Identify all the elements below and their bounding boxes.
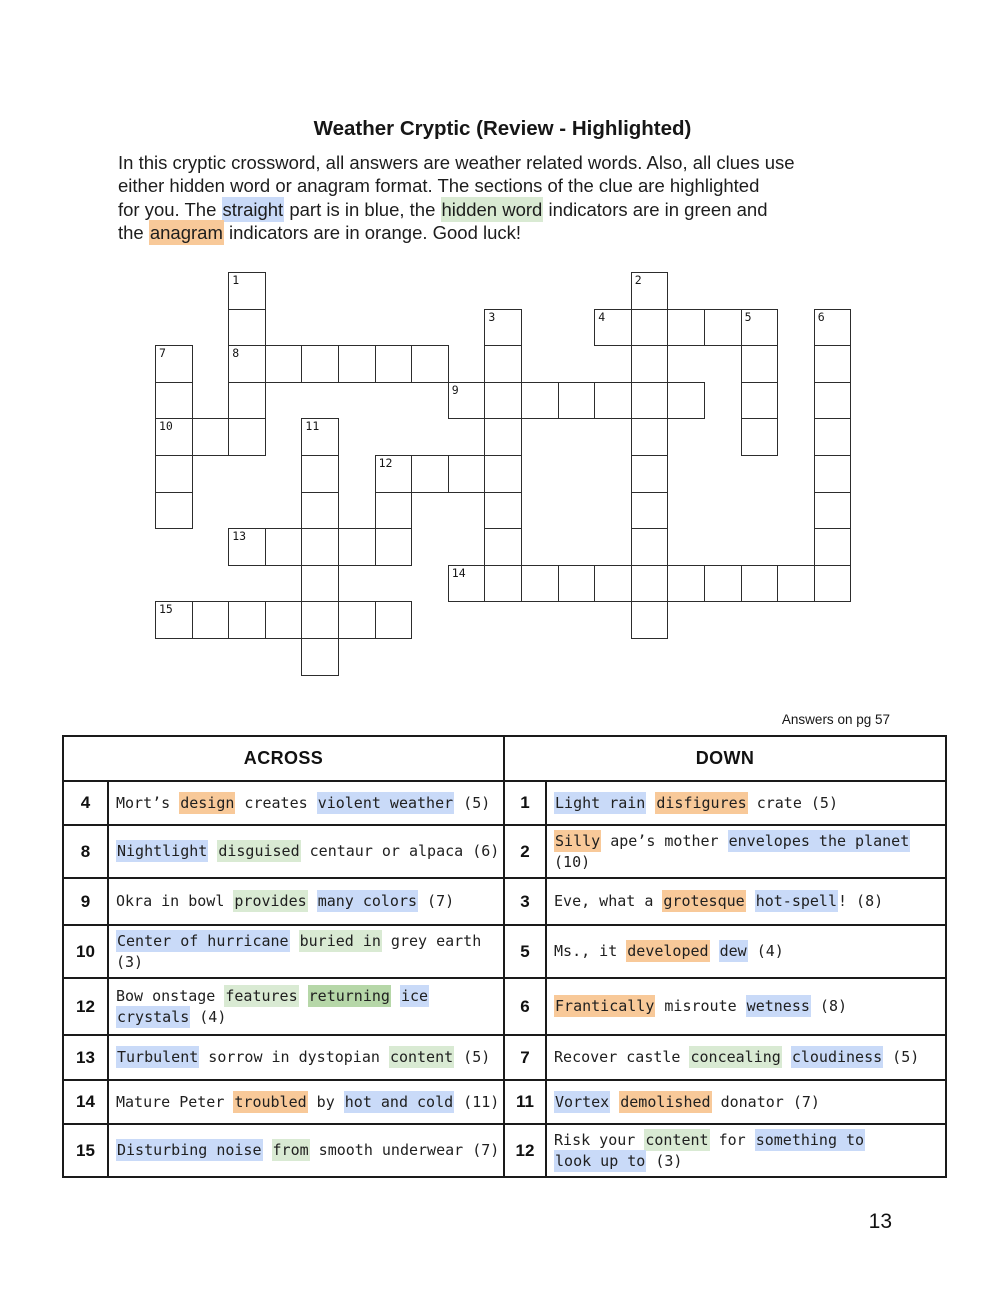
grid-cell bbox=[741, 418, 779, 456]
clue-line bbox=[116, 841, 500, 862]
highlight-blue: something to bbox=[755, 1130, 865, 1149]
grid-cell bbox=[228, 528, 266, 566]
text-segment bbox=[610, 1093, 619, 1111]
text-segment: (8) bbox=[810, 997, 848, 1015]
text-segment: (3) bbox=[646, 1151, 683, 1170]
highlight-green: hidden word bbox=[441, 198, 543, 220]
clue-number-cell: 6 bbox=[504, 978, 546, 1035]
highlight-orange: anagram bbox=[149, 221, 223, 243]
grid-cell bbox=[631, 382, 669, 420]
grid-cell bbox=[301, 418, 339, 456]
grid-cell bbox=[484, 492, 522, 530]
grid-cell bbox=[228, 309, 266, 347]
grid-cell bbox=[301, 601, 339, 639]
grid-cell bbox=[301, 455, 339, 493]
grid-cell bbox=[667, 382, 705, 420]
text-segment bbox=[710, 942, 719, 960]
text-segment: part is in blue, the bbox=[284, 198, 441, 220]
grid-cell bbox=[375, 528, 413, 566]
clue-number-cell: 12 bbox=[504, 1124, 546, 1177]
text-segment bbox=[263, 1141, 272, 1159]
clue-line bbox=[554, 1092, 938, 1113]
grid-cell bbox=[631, 565, 669, 603]
text-segment bbox=[782, 1048, 791, 1066]
grid-cell bbox=[558, 565, 596, 603]
grid-cell bbox=[301, 492, 339, 530]
grid-cell bbox=[338, 601, 376, 639]
grid-cell bbox=[411, 455, 449, 493]
grid-cell bbox=[521, 382, 559, 420]
clue-rows bbox=[63, 781, 946, 1177]
text-segment: Bow onstage bbox=[116, 986, 225, 1005]
clue-text-cell bbox=[108, 978, 504, 1035]
grid-cell bbox=[631, 345, 669, 383]
grid-cell bbox=[631, 309, 669, 347]
highlight-green: concealing bbox=[690, 1048, 781, 1066]
clue-number-cell: 11 bbox=[504, 1080, 546, 1124]
grid-cell bbox=[411, 345, 449, 383]
grid-cell bbox=[741, 565, 779, 603]
text-segment: donator (7) bbox=[711, 1092, 820, 1111]
grid-cell bbox=[155, 345, 193, 383]
grid-cell bbox=[448, 565, 486, 603]
intro-paragraph bbox=[118, 151, 795, 244]
highlight-green: provides bbox=[234, 892, 307, 910]
highlight-blue: straight bbox=[222, 198, 284, 220]
clue-number-cell: 5 bbox=[504, 925, 546, 978]
grid-cell bbox=[301, 345, 339, 383]
highlight-blue: crystals bbox=[117, 1007, 190, 1026]
text-segment bbox=[391, 987, 400, 1005]
grid-cell bbox=[631, 418, 669, 456]
clue-number-cell: 2 bbox=[504, 825, 546, 878]
text-segment bbox=[290, 932, 299, 950]
grid-cell bbox=[814, 309, 852, 347]
grid-cell-number: 3 bbox=[488, 309, 496, 324]
across-header: ACROSS bbox=[63, 736, 504, 781]
grid-cell bbox=[155, 492, 193, 530]
grid-cell bbox=[741, 345, 779, 383]
highlight-green: buried in bbox=[299, 931, 381, 950]
grid-cell bbox=[448, 455, 486, 493]
highlight-orange: demolished bbox=[620, 1092, 711, 1111]
clue-text-cell bbox=[546, 1124, 946, 1177]
grid-cell bbox=[484, 528, 522, 566]
clue-number-cell: 3 bbox=[504, 878, 546, 925]
text-segment: Eve, what a bbox=[554, 892, 663, 910]
grid-cell bbox=[484, 418, 522, 456]
clue-line bbox=[116, 793, 496, 814]
clue-number-cell: 15 bbox=[63, 1124, 108, 1177]
grid-cell-number: 7 bbox=[159, 346, 166, 361]
grid-cell bbox=[631, 492, 669, 530]
text-segment: crate (5) bbox=[747, 793, 838, 812]
grid-cell bbox=[155, 382, 193, 420]
clue-text-cell bbox=[108, 1124, 504, 1177]
grid-cell-number: 2 bbox=[634, 273, 642, 287]
text-segment: In this cryptic crossword, all answers are weather related words. Also, all clues use bbox=[118, 152, 795, 173]
highlight-orange: Frantically bbox=[555, 997, 655, 1015]
grid-cell bbox=[814, 345, 852, 383]
grid-cell bbox=[301, 638, 339, 676]
clue-number-cell: 7 bbox=[504, 1035, 546, 1080]
clue-text-cell bbox=[546, 1080, 946, 1124]
clue-number-cell: 8 bbox=[63, 825, 108, 878]
intro-line bbox=[118, 221, 795, 244]
grid-cell bbox=[814, 382, 852, 420]
text-segment: for bbox=[709, 1130, 755, 1149]
grid-cell bbox=[667, 309, 705, 347]
highlight-blue: look up to bbox=[555, 1151, 646, 1170]
answers-note: Answers on pg 57 bbox=[781, 712, 890, 727]
text-segment bbox=[646, 794, 655, 812]
grid-cell-number: 8 bbox=[232, 346, 240, 361]
highlight-green: from bbox=[272, 1141, 309, 1159]
grid-cell bbox=[375, 345, 413, 383]
text-segment bbox=[299, 987, 308, 1005]
text-segment: (3) bbox=[116, 952, 144, 971]
highlight-green: content bbox=[389, 1048, 454, 1066]
clue-number-cell: 9 bbox=[63, 878, 108, 925]
grid-cell bbox=[594, 309, 632, 347]
grid-cell-number: 15 bbox=[159, 602, 173, 617]
text-segment: smooth underwear (7) bbox=[309, 1141, 500, 1159]
clue-number-cell: 10 bbox=[63, 925, 108, 978]
highlight-orange: troubled bbox=[234, 1092, 307, 1111]
highlight-blue: envelopes the planet bbox=[728, 831, 910, 850]
grid-cell bbox=[228, 601, 266, 639]
grid-cell-number: 5 bbox=[744, 309, 752, 324]
highlight-blue: cloudiness bbox=[791, 1048, 883, 1066]
grid-cell bbox=[814, 492, 852, 530]
text-segment: (5) bbox=[454, 1048, 491, 1066]
highlight-blue: Vortex bbox=[555, 1092, 610, 1111]
grid-cell bbox=[192, 601, 230, 639]
clue-row bbox=[63, 978, 946, 1035]
grid-cell bbox=[631, 601, 669, 639]
clue-row bbox=[63, 1124, 946, 1177]
grid-cell bbox=[448, 382, 486, 420]
down-header: DOWN bbox=[504, 736, 946, 781]
grid-cell bbox=[155, 418, 193, 456]
clue-table bbox=[62, 735, 947, 1178]
highlight-blue: hot-spell bbox=[755, 892, 837, 910]
grid-cell bbox=[814, 528, 852, 566]
grid-cell bbox=[631, 528, 669, 566]
grid-cell bbox=[375, 455, 413, 493]
text-segment: (7) bbox=[418, 892, 455, 910]
clue-line bbox=[116, 1047, 496, 1068]
highlight-orange: Silly bbox=[555, 831, 601, 850]
clue-text-cell bbox=[546, 878, 946, 925]
grid-cell-number: 4 bbox=[598, 309, 606, 324]
text-segment bbox=[746, 892, 755, 910]
grid-cell bbox=[228, 382, 266, 420]
clue-text-cell bbox=[108, 925, 504, 978]
grid-cell bbox=[265, 601, 303, 639]
clue-text-cell bbox=[108, 1080, 504, 1124]
clue-line bbox=[116, 1140, 500, 1161]
clue-table-header-row bbox=[63, 736, 946, 781]
text-segment: (11) bbox=[454, 1092, 500, 1111]
clue-row bbox=[63, 825, 946, 878]
grid-cell bbox=[704, 309, 742, 347]
grid-cell bbox=[631, 455, 669, 493]
grid-cell bbox=[777, 565, 815, 603]
clue-text-cell bbox=[546, 978, 946, 1035]
clue-text-cell bbox=[108, 878, 504, 925]
clue-line bbox=[116, 986, 496, 1007]
clue-text-cell bbox=[546, 1035, 946, 1080]
text-segment: (4) bbox=[190, 1007, 227, 1026]
text-segment: grey earth bbox=[381, 931, 482, 950]
clue-line bbox=[554, 852, 938, 873]
grid-cell-number: 13 bbox=[232, 529, 247, 544]
grid-cell-number: 1 bbox=[232, 273, 240, 287]
text-segment: Risk your bbox=[554, 1130, 645, 1149]
text-segment bbox=[208, 842, 217, 860]
grid-cell-number: 11 bbox=[305, 419, 320, 434]
clue-line bbox=[554, 941, 938, 962]
clue-row bbox=[63, 1080, 946, 1124]
clue-number-cell: 13 bbox=[63, 1035, 108, 1080]
grid-cell bbox=[594, 565, 632, 603]
grid-cell bbox=[155, 455, 193, 493]
clue-text-cell bbox=[546, 925, 946, 978]
grid-cell bbox=[301, 528, 339, 566]
grid-cell-number: 12 bbox=[378, 456, 393, 470]
highlight-orange: disfigures bbox=[656, 793, 747, 812]
grid-cell bbox=[192, 418, 230, 456]
grid-cell bbox=[704, 565, 742, 603]
clue-text-cell bbox=[108, 1035, 504, 1080]
grid-cell bbox=[631, 272, 669, 310]
intro-line bbox=[118, 198, 795, 221]
page-number: 13 bbox=[868, 1210, 892, 1233]
text-segment: centaur or alpaca (6) bbox=[300, 842, 500, 860]
grid-cell-number: 10 bbox=[159, 419, 173, 434]
grid-cell bbox=[484, 455, 522, 493]
grid-cell bbox=[301, 565, 339, 603]
grid-cell bbox=[155, 601, 193, 639]
grid-cell bbox=[265, 528, 303, 566]
highlight-blue: Nightlight bbox=[117, 842, 208, 860]
grid-cell bbox=[338, 345, 376, 383]
intro-line bbox=[118, 174, 795, 197]
grid-cell bbox=[814, 565, 852, 603]
clue-row bbox=[63, 925, 946, 978]
highlight-green: features bbox=[225, 986, 298, 1005]
highlight-blue: violent weather bbox=[317, 793, 454, 812]
grid-cell bbox=[228, 418, 266, 456]
highlight-blue: ice bbox=[400, 986, 429, 1005]
clue-number-cell: 14 bbox=[63, 1080, 108, 1124]
highlight-green: disguised bbox=[218, 842, 300, 860]
grid-cell bbox=[814, 455, 852, 493]
clue-line bbox=[116, 1092, 500, 1113]
text-segment: indicators are in orange. Good luck! bbox=[223, 221, 522, 243]
intro-line bbox=[118, 151, 795, 174]
clue-number-cell: 12 bbox=[63, 978, 108, 1035]
highlight-blue: Center of hurricane bbox=[117, 931, 289, 950]
clue-line bbox=[554, 996, 938, 1017]
text-segment: (5) bbox=[883, 1048, 920, 1066]
clue-line bbox=[116, 1007, 496, 1028]
text-segment: Ms., it bbox=[554, 942, 627, 960]
text-segment: (10) bbox=[554, 852, 591, 871]
grid-cell bbox=[375, 492, 413, 530]
grid-cell bbox=[594, 382, 632, 420]
clue-line bbox=[554, 891, 938, 912]
text-segment: ! (8) bbox=[837, 892, 884, 910]
grid-cell-number: 14 bbox=[451, 565, 466, 580]
highlight-orange: design bbox=[180, 793, 235, 812]
text-segment: Okra in bowl bbox=[116, 892, 234, 910]
text-segment: Mature Peter bbox=[116, 1092, 234, 1111]
highlight-green: content bbox=[645, 1130, 709, 1149]
highlight-blue: many colors bbox=[317, 892, 418, 910]
text-segment: either hidden word or anagram format. The sections of the clue are highlighted bbox=[118, 175, 760, 197]
clue-line bbox=[554, 1151, 938, 1172]
clue-text-cell bbox=[546, 825, 946, 878]
grid-cell bbox=[814, 418, 852, 456]
highlight-blue: Turbulent bbox=[117, 1048, 199, 1066]
clue-line bbox=[554, 1047, 938, 1068]
highlight-blue: wetness bbox=[746, 997, 810, 1015]
grid-cell bbox=[484, 345, 522, 383]
clue-row bbox=[63, 781, 946, 825]
text-segment: Recover castle bbox=[554, 1048, 690, 1066]
grid-cell bbox=[667, 565, 705, 603]
grid-cell-number: 6 bbox=[817, 309, 825, 324]
grid-cell bbox=[265, 345, 303, 383]
text-segment: indicators are in green and bbox=[543, 198, 768, 220]
grid-cell bbox=[558, 382, 596, 420]
text-segment: (5) bbox=[454, 793, 491, 812]
grid-cell bbox=[338, 528, 376, 566]
text-segment: Mort’s bbox=[116, 793, 180, 812]
text-segment bbox=[308, 892, 317, 910]
clue-number-cell: 4 bbox=[63, 781, 108, 825]
highlight-blue: dew bbox=[719, 942, 747, 960]
text-segment: ape’s mother bbox=[601, 831, 728, 850]
highlight-orange: grotesque bbox=[663, 892, 745, 910]
grid-cell-number: 9 bbox=[451, 382, 459, 397]
clue-row bbox=[63, 878, 946, 925]
highlight-blue: hot and cold bbox=[344, 1092, 454, 1111]
text-segment: misroute bbox=[655, 997, 746, 1015]
highlight-blue: Disturbing noise bbox=[117, 1141, 262, 1159]
clue-row bbox=[63, 1035, 946, 1080]
clue-line bbox=[554, 831, 938, 852]
grid-cell bbox=[228, 272, 266, 310]
grid-cell bbox=[228, 345, 266, 383]
grid-cell bbox=[521, 565, 559, 603]
text-segment: sorrow in dystopian bbox=[199, 1048, 389, 1066]
crossword-grid bbox=[155, 272, 852, 676]
grid-cell bbox=[484, 565, 522, 603]
clue-line bbox=[116, 952, 496, 973]
clue-text-cell bbox=[108, 781, 504, 825]
text-segment: creates bbox=[235, 793, 317, 812]
page-title: Weather Cryptic (Review - Highlighted) bbox=[313, 117, 692, 140]
text-segment: by bbox=[307, 1092, 344, 1111]
clue-line bbox=[116, 891, 496, 912]
clue-line bbox=[554, 1130, 938, 1151]
grid-cell bbox=[375, 601, 413, 639]
clue-line bbox=[554, 793, 938, 814]
grid-cell bbox=[484, 309, 522, 347]
clue-text-cell bbox=[546, 781, 946, 825]
text-segment: (4) bbox=[747, 942, 784, 960]
grid-cell bbox=[484, 382, 522, 420]
clue-line bbox=[116, 931, 496, 952]
text-segment: the bbox=[118, 221, 149, 243]
clue-text-cell bbox=[108, 825, 504, 878]
text-segment: for you. The bbox=[118, 198, 222, 220]
highlight-blue: Light rain bbox=[555, 793, 646, 812]
grid-cell bbox=[741, 309, 779, 347]
clue-number-cell: 1 bbox=[504, 781, 546, 825]
highlight-orange: developed bbox=[627, 942, 709, 960]
grid-cell bbox=[741, 382, 779, 420]
highlight-green2: returning bbox=[308, 986, 390, 1005]
